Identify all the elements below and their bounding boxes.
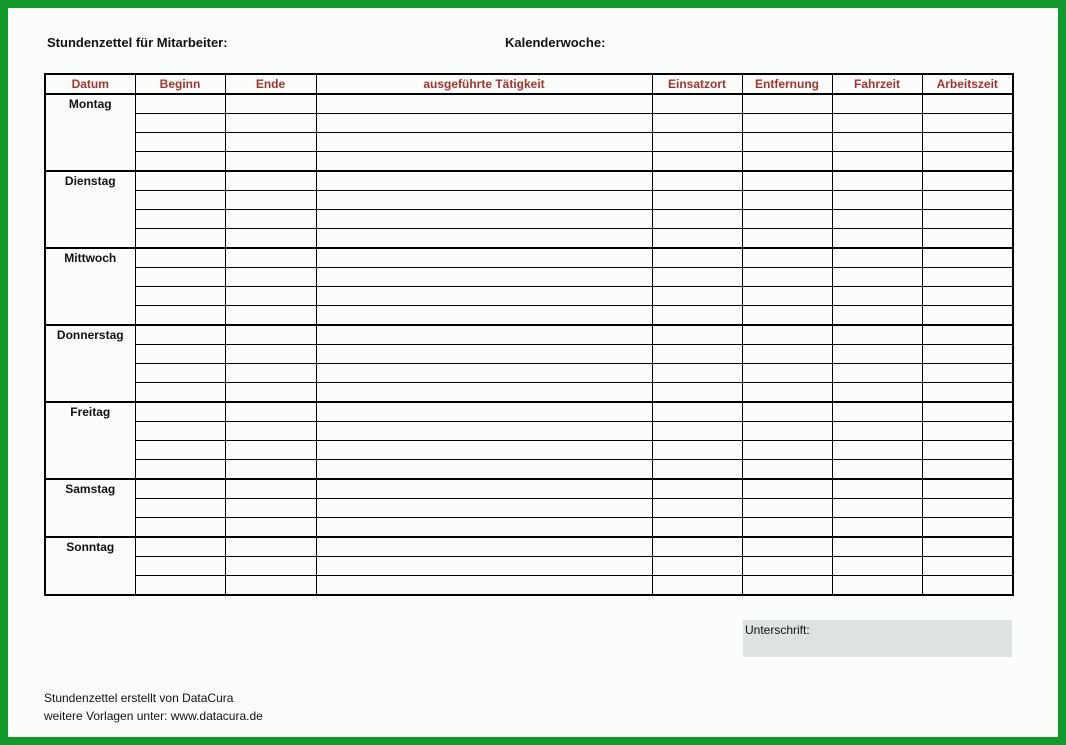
entry-cell[interactable] [922,229,1013,249]
entry-cell[interactable] [225,537,316,557]
entry-cell[interactable] [225,364,316,383]
entry-cell[interactable] [742,94,832,114]
entry-cell[interactable] [225,499,316,518]
entry-cell[interactable] [832,499,922,518]
entry-cell[interactable] [135,171,225,191]
entry-cell[interactable] [742,402,832,422]
entry-cell[interactable] [225,229,316,249]
entry-cell[interactable] [742,171,832,191]
entry-cell[interactable] [225,248,316,268]
entry-cell[interactable] [922,576,1013,596]
entry-cell[interactable] [316,287,652,306]
entry-cell[interactable] [225,152,316,172]
entry-cell[interactable] [225,210,316,229]
entry-cell[interactable] [652,248,742,268]
entry-cell[interactable] [316,325,652,345]
table-row [45,383,1013,403]
entry-cell[interactable] [832,441,922,460]
entry-cell[interactable] [225,460,316,480]
entry-cell[interactable] [316,268,652,287]
entry-cell[interactable] [135,114,225,133]
entry-cell[interactable] [225,133,316,152]
entry-cell[interactable] [832,268,922,287]
entry-cell[interactable] [316,364,652,383]
entry-cell[interactable] [316,248,652,268]
entry-cell[interactable] [225,441,316,460]
entry-cell[interactable] [832,133,922,152]
table-row [45,576,1013,596]
entry-cell[interactable] [135,94,225,114]
entry-cell[interactable] [922,248,1013,268]
entry-cell[interactable] [832,114,922,133]
entry-cell[interactable] [135,441,225,460]
entry-cell[interactable] [135,133,225,152]
entry-cell[interactable] [652,287,742,306]
day-label: Montag [45,94,135,171]
entry-cell[interactable] [316,518,652,538]
entry-cell[interactable] [316,114,652,133]
entry-cell[interactable] [652,499,742,518]
entry-cell[interactable] [922,345,1013,364]
entry-cell[interactable] [832,229,922,249]
entry-cell[interactable] [742,325,832,345]
entry-cell[interactable] [742,114,832,133]
entry-cell[interactable] [922,422,1013,441]
entry-cell[interactable] [652,441,742,460]
entry-cell[interactable] [135,287,225,306]
entry-cell[interactable] [832,287,922,306]
entry-cell[interactable] [652,383,742,403]
entry-cell[interactable] [832,94,922,114]
entry-cell[interactable] [652,133,742,152]
entry-cell[interactable] [922,191,1013,210]
column-header-row [45,74,1013,94]
entry-cell[interactable] [832,152,922,172]
entry-cell[interactable] [922,152,1013,172]
entry-cell[interactable] [135,268,225,287]
entry-cell[interactable] [742,383,832,403]
entry-cell[interactable] [652,210,742,229]
entry-cell[interactable] [316,402,652,422]
entry-cell[interactable] [922,210,1013,229]
table-row [45,345,1013,364]
entry-cell[interactable] [225,325,316,345]
table-row [45,152,1013,172]
table-row [45,287,1013,306]
entry-cell[interactable] [652,191,742,210]
entry-cell[interactable] [225,576,316,596]
table-row [45,114,1013,133]
entry-cell[interactable] [742,210,832,229]
day-label: Samstag [45,479,135,537]
entry-cell[interactable] [316,576,652,596]
entry-cell[interactable] [316,229,652,249]
entry-cell[interactable] [742,248,832,268]
entry-cell[interactable] [652,306,742,326]
entry-cell[interactable] [316,345,652,364]
entry-cell[interactable] [922,325,1013,345]
entry-cell[interactable] [742,152,832,172]
entry-cell[interactable] [135,325,225,345]
entry-cell[interactable] [135,460,225,480]
entry-cell[interactable] [316,422,652,441]
entry-cell[interactable] [652,345,742,364]
entry-cell[interactable] [225,557,316,576]
entry-cell[interactable] [135,229,225,249]
entry-cell[interactable] [832,557,922,576]
entry-cell[interactable] [832,518,922,538]
entry-cell[interactable] [652,152,742,172]
entry-cell[interactable] [652,268,742,287]
table-row [45,229,1013,249]
entry-cell[interactable] [652,460,742,480]
footer-credit: Stundenzettel erstellt von DataCura [44,691,234,705]
signature-field[interactable] [743,620,1012,657]
table-row [45,306,1013,326]
calendar-week-label: Kalenderwoche: [505,35,606,50]
entry-cell[interactable] [316,133,652,152]
entry-cell[interactable] [922,364,1013,383]
entry-cell[interactable] [652,364,742,383]
entry-cell[interactable] [652,537,742,557]
entry-cell[interactable] [135,537,225,557]
column-header: Einsatzort [652,74,742,94]
entry-cell[interactable] [742,441,832,460]
entry-cell[interactable] [135,402,225,422]
entry-cell[interactable] [832,402,922,422]
entry-cell[interactable] [135,576,225,596]
column-header: ausgeführte Tätigkeit [316,74,652,94]
day-label: Donnerstag [45,325,135,402]
entry-cell[interactable] [135,383,225,403]
table-row [45,422,1013,441]
entry-cell[interactable] [135,479,225,499]
entry-cell[interactable] [135,191,225,210]
entry-cell[interactable] [316,171,652,191]
entry-cell[interactable] [742,287,832,306]
entry-cell[interactable] [316,152,652,172]
entry-cell[interactable] [135,422,225,441]
table-row [45,518,1013,538]
entry-cell[interactable] [135,557,225,576]
entry-cell[interactable] [652,171,742,191]
entry-cell[interactable] [652,576,742,596]
table-row [45,133,1013,152]
entry-cell[interactable] [652,479,742,499]
entry-cell[interactable] [832,210,922,229]
entry-cell[interactable] [135,306,225,326]
entry-cell[interactable] [652,518,742,538]
table-row [45,537,1013,557]
entry-cell[interactable] [316,441,652,460]
column-header: Entfernung [742,74,832,94]
entry-cell[interactable] [225,383,316,403]
timesheet-body [45,94,1013,595]
table-row [45,402,1013,422]
entry-cell[interactable] [652,325,742,345]
entry-cell[interactable] [135,345,225,364]
entry-cell[interactable] [225,306,316,326]
column-header: Datum [45,74,135,94]
entry-cell[interactable] [225,287,316,306]
table-row [45,171,1013,191]
entry-cell[interactable] [316,557,652,576]
column-header: Ende [225,74,316,94]
column-header: Arbeitszeit [922,74,1013,94]
entry-cell[interactable] [832,479,922,499]
table-row [45,210,1013,229]
table-row [45,364,1013,383]
entry-cell[interactable] [832,345,922,364]
entry-cell[interactable] [135,152,225,172]
entry-cell[interactable] [225,171,316,191]
entry-cell[interactable] [652,114,742,133]
entry-cell[interactable] [922,557,1013,576]
entry-cell[interactable] [225,345,316,364]
entry-cell[interactable] [652,422,742,441]
entry-cell[interactable] [742,345,832,364]
entry-cell[interactable] [652,229,742,249]
entry-cell[interactable] [225,479,316,499]
signature-label: Unterschrift: [745,623,810,637]
entry-cell[interactable] [832,364,922,383]
entry-cell[interactable] [652,557,742,576]
table-row [45,441,1013,460]
entry-cell[interactable] [652,402,742,422]
entry-cell[interactable] [316,537,652,557]
entry-cell[interactable] [225,268,316,287]
timesheet-page [8,8,1058,737]
entry-cell[interactable] [652,94,742,114]
entry-cell[interactable] [922,383,1013,403]
entry-cell[interactable] [135,248,225,268]
entry-cell[interactable] [742,518,832,538]
entry-cell[interactable] [922,287,1013,306]
entry-cell[interactable] [135,518,225,538]
entry-cell[interactable] [922,94,1013,114]
entry-cell[interactable] [135,210,225,229]
entry-cell[interactable] [742,479,832,499]
entry-cell[interactable] [316,210,652,229]
entry-cell[interactable] [316,499,652,518]
column-header: Fahrzeit [832,74,922,94]
entry-cell[interactable] [225,518,316,538]
entry-cell[interactable] [225,402,316,422]
day-label: Mittwoch [45,248,135,325]
entry-cell[interactable] [742,268,832,287]
entry-cell[interactable] [922,441,1013,460]
entry-cell[interactable] [922,460,1013,480]
entry-cell[interactable] [922,537,1013,557]
entry-cell[interactable] [742,576,832,596]
entry-cell[interactable] [316,479,652,499]
entry-cell[interactable] [742,229,832,249]
entry-cell[interactable] [832,325,922,345]
entry-cell[interactable] [225,114,316,133]
entry-cell[interactable] [742,364,832,383]
footer-more-templates: weitere Vorlagen unter: www.datacura.de [44,709,263,723]
entry-cell[interactable] [832,306,922,326]
entry-cell[interactable] [922,479,1013,499]
entry-cell[interactable] [832,422,922,441]
table-row [45,460,1013,480]
entry-cell[interactable] [742,537,832,557]
entry-cell[interactable] [135,364,225,383]
table-row [45,557,1013,576]
entry-cell[interactable] [922,499,1013,518]
table-row [45,94,1013,114]
table-row [45,268,1013,287]
table-row [45,191,1013,210]
entry-cell[interactable] [742,191,832,210]
entry-cell[interactable] [742,133,832,152]
entry-cell[interactable] [922,518,1013,538]
entry-cell[interactable] [316,94,652,114]
table-row [45,325,1013,345]
table-row [45,479,1013,499]
entry-cell[interactable] [832,383,922,403]
entry-cell[interactable] [225,191,316,210]
entry-cell[interactable] [832,460,922,480]
employee-label: Stundenzettel für Mitarbeiter: [47,35,228,50]
entry-cell[interactable] [922,306,1013,326]
entry-cell[interactable] [225,94,316,114]
entry-cell[interactable] [922,133,1013,152]
entry-cell[interactable] [922,114,1013,133]
entry-cell[interactable] [832,191,922,210]
column-header: Beginn [135,74,225,94]
entry-cell[interactable] [225,422,316,441]
entry-cell[interactable] [316,383,652,403]
entry-cell[interactable] [742,422,832,441]
entry-cell[interactable] [742,460,832,480]
entry-cell[interactable] [832,576,922,596]
entry-cell[interactable] [316,460,652,480]
entry-cell[interactable] [742,499,832,518]
entry-cell[interactable] [832,537,922,557]
entry-cell[interactable] [742,306,832,326]
entry-cell[interactable] [316,306,652,326]
day-label: Sonntag [45,537,135,595]
table-row [45,499,1013,518]
entry-cell[interactable] [832,248,922,268]
timesheet-table [44,73,1014,596]
entry-cell[interactable] [922,268,1013,287]
table-row [45,248,1013,268]
entry-cell[interactable] [135,499,225,518]
entry-cell[interactable] [922,171,1013,191]
day-label: Freitag [45,402,135,479]
day-label: Dienstag [45,171,135,248]
entry-cell[interactable] [316,191,652,210]
entry-cell[interactable] [742,557,832,576]
entry-cell[interactable] [832,171,922,191]
entry-cell[interactable] [922,402,1013,422]
